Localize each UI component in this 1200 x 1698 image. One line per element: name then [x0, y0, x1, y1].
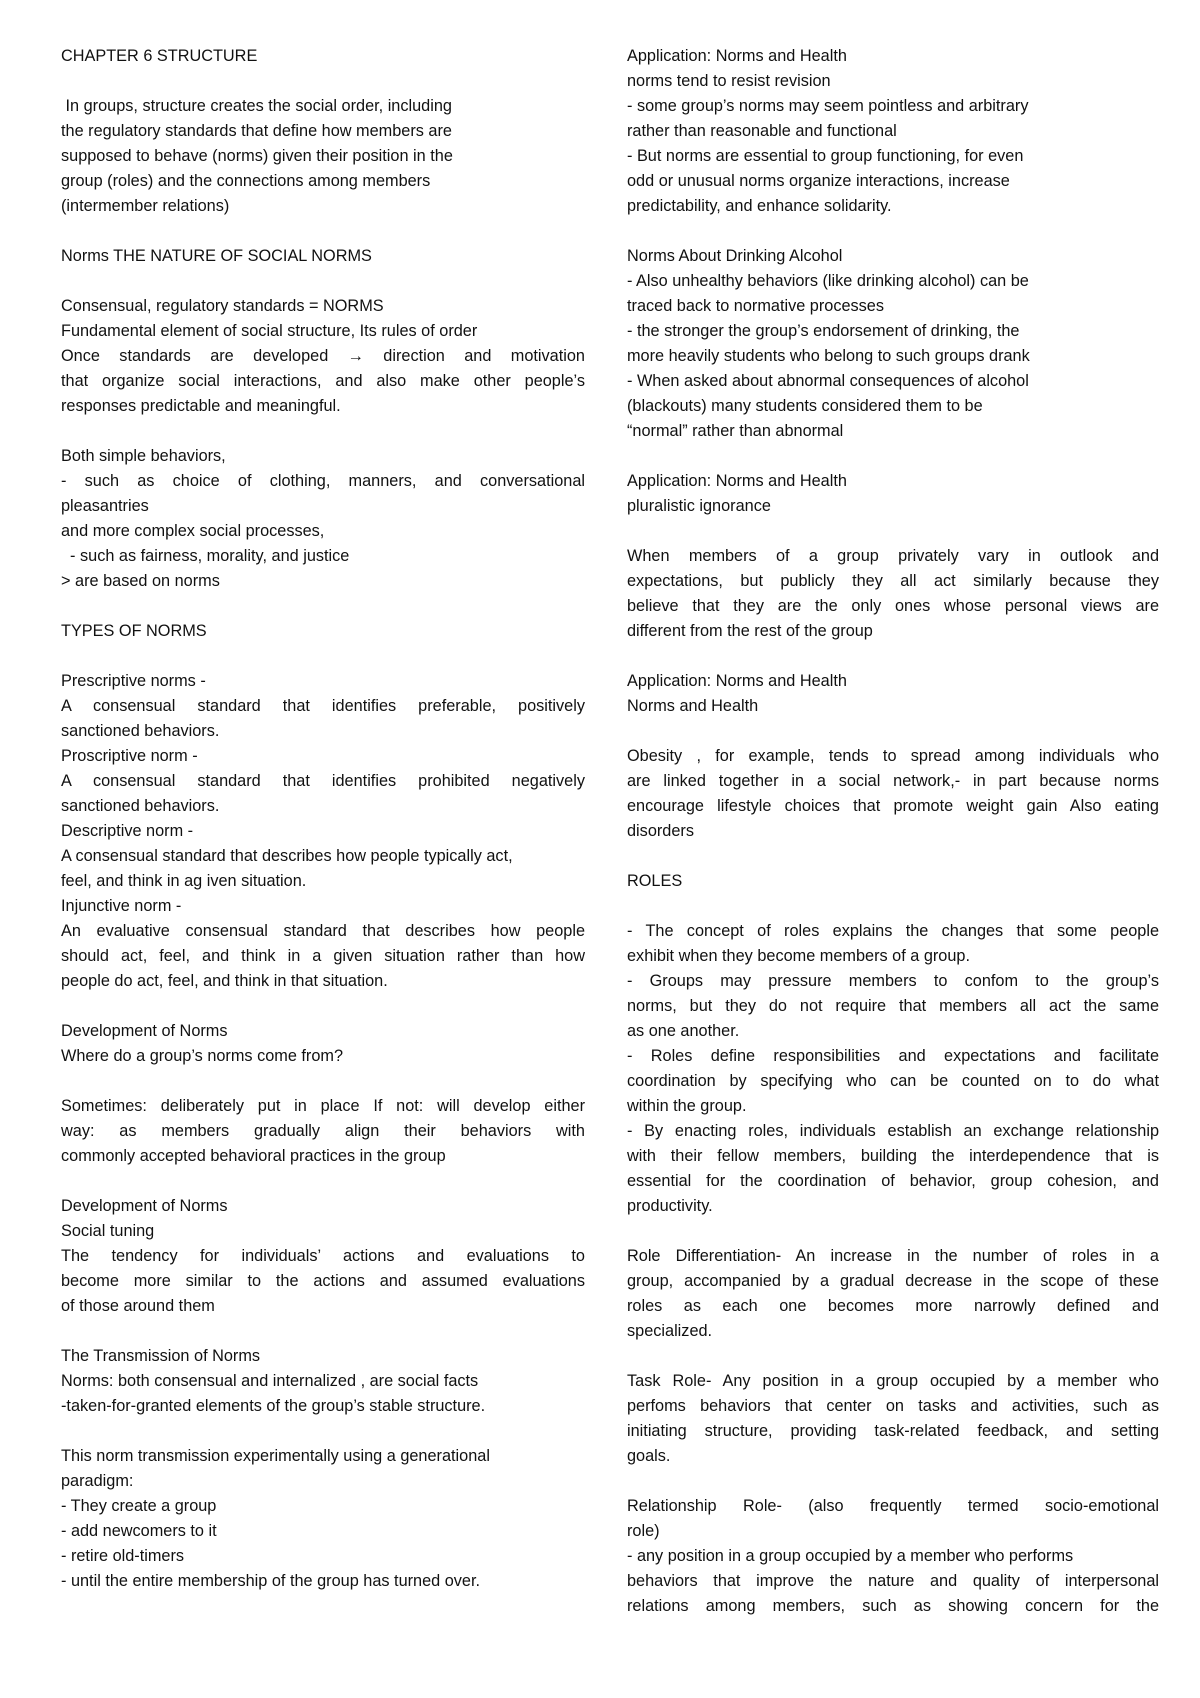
text-line: believe that they are the only ones whose personal views are: [627, 597, 1159, 615]
text-line: - Roles define responsibilities and expectations and facilitate: [627, 1047, 1159, 1065]
text-line: specialized.: [627, 1322, 713, 1340]
text-line: as one another.: [627, 1022, 740, 1040]
text-line: “normal” rather than abnormal: [627, 422, 844, 440]
text-line: people do act, feel, and think in that situation.: [61, 972, 388, 990]
text-line: - retire old-timers: [61, 1547, 185, 1565]
text-line: - until the entire membership of the group has turned over.: [61, 1572, 481, 1590]
text-line: - Groups may pressure members to confom to the group’s: [627, 972, 1159, 990]
text-line: Prescriptive norms -: [61, 672, 206, 690]
paragraph-relationship-role: [627, 1494, 1159, 1619]
text-line: responses predictable and meaningful.: [61, 397, 341, 415]
text-line: rather than reasonable and functional: [627, 122, 897, 140]
section-heading: [61, 244, 585, 269]
text-line: expectations, but publicly they all act similarly because they: [627, 572, 1159, 590]
left-column: [61, 44, 585, 1619]
text-line: with their fellow members, building the interdependence that is: [627, 1147, 1159, 1165]
text-line: Norms: both consensual and internalized , are social facts: [61, 1372, 479, 1390]
paragraph-sometimes: [61, 1094, 585, 1169]
paragraph-health-heading: [627, 669, 1159, 719]
text-line: become more similar to the actions and assumed evaluations: [61, 1272, 585, 1290]
text-line: This norm transmission experimentally using a generational: [61, 1447, 490, 1465]
text-line: supposed to behave (norms) given their position in the: [61, 147, 453, 165]
text-line: that organize social interactions, and also make other people’s: [61, 372, 585, 390]
text-line: - They create a group: [61, 1497, 217, 1515]
text-line: the regulatory standards that define how members are: [61, 122, 452, 140]
text-line: TYPES OF NORMS: [61, 622, 207, 640]
text-line: Descriptive norm -: [61, 822, 194, 840]
text-line: Once standards are developed → direction and motivation: [61, 347, 585, 365]
text-line: norms tend to resist revision: [627, 72, 831, 90]
text-line: Application: Norms and Health: [627, 472, 847, 490]
text-line: of those around them: [61, 1297, 215, 1315]
text-line: The Transmission of Norms: [61, 1347, 261, 1365]
text-line: - By enacting roles, individuals establish an exchange relationship: [627, 1122, 1159, 1140]
text-line: ROLES: [627, 872, 683, 890]
text-line: Norms and Health: [627, 697, 759, 715]
paragraph-development: [61, 1019, 585, 1069]
paragraph-pluralistic-heading: [627, 469, 1159, 519]
text-line: are linked together in a social network,- in part because norms: [627, 772, 1159, 790]
text-line: more heavily students who belong to such groups drank: [627, 347, 1030, 365]
text-line: goals.: [627, 1447, 671, 1465]
text-line: essential for the coordination of behavior, group cohesion, and: [627, 1172, 1159, 1190]
text-line: -taken-for-granted elements of the group’s stable structure.: [61, 1397, 486, 1415]
text-line: When members of a group privately vary in outlook and: [627, 547, 1159, 565]
text-line: - Also unhealthy behaviors (like drinking alcohol) can be: [627, 272, 1029, 290]
paragraph-generational-paradigm: [61, 1444, 585, 1594]
text-line: The tendency for individuals’ actions and evaluations to: [61, 1247, 585, 1265]
text-line: relations among members, such as showing concern for the: [627, 1597, 1159, 1615]
text-line: In groups, structure creates the social order, including: [61, 97, 452, 115]
text-line: commonly accepted behavioral practices in the group: [61, 1147, 446, 1165]
text-line: perfoms behaviors that center on tasks and activities, such as: [627, 1397, 1159, 1415]
paragraph-norms-health: [627, 44, 1159, 219]
text-line: odd or unusual norms organize interactions, increase: [627, 172, 1010, 190]
text-line: Relationship Role- (also frequently termed socio-emotional: [627, 1497, 1159, 1515]
text-line: group (roles) and the connections among members: [61, 172, 431, 190]
text-line: - such as fairness, morality, and justice: [61, 547, 350, 565]
text-line: Application: Norms and Health: [627, 672, 847, 690]
paragraph-intro: [61, 94, 585, 219]
text-line: and more complex social processes,: [61, 522, 325, 540]
text-line: paradigm:: [61, 1472, 134, 1490]
text-line: feel, and think in ag iven situation.: [61, 872, 307, 890]
paragraph-drinking-alcohol: [627, 244, 1159, 444]
text-line: behaviors that improve the nature and quality of interpersonal: [627, 1572, 1159, 1590]
text-line: Norms THE NATURE OF SOCIAL NORMS: [61, 247, 372, 265]
text-line: > are based on norms: [61, 572, 220, 590]
text-line: - When asked about abnormal consequences of alcohol: [627, 372, 1029, 390]
text-line: pleasantries: [61, 497, 149, 515]
paragraph-task-role: [627, 1369, 1159, 1469]
text-line: disorders: [627, 822, 694, 840]
text-line: - any position in a group occupied by a member who performs: [627, 1547, 1074, 1565]
section-heading: [627, 869, 1159, 894]
text-line: - some group’s norms may seem pointless and arbitrary: [627, 97, 1029, 115]
paragraph-types-of-norms: [61, 669, 585, 994]
paragraph-norms-definition: [61, 294, 585, 419]
text-line: predictability, and enhance solidarity.: [627, 197, 892, 215]
text-line: Development of Norms: [61, 1022, 228, 1040]
text-line: An evaluative consensual standard that describes how people: [61, 922, 585, 940]
text-line: productivity.: [627, 1197, 713, 1215]
text-line: sanctioned behaviors.: [61, 797, 220, 815]
text-line: Task Role- Any position in a group occupied by a member who: [627, 1372, 1159, 1390]
text-line: CHAPTER 6 STRUCTURE: [61, 47, 258, 65]
text-line: role): [627, 1522, 660, 1540]
text-line: traced back to normative processes: [627, 297, 885, 315]
text-line: within the group.: [627, 1097, 747, 1115]
text-line: - The concept of roles explains the changes that some people: [627, 922, 1159, 940]
paragraph-transmission: [61, 1344, 585, 1419]
text-line: initiating structure, providing task-related feedback, and setting: [627, 1422, 1159, 1440]
text-line: Application: Norms and Health: [627, 47, 847, 65]
text-line: Norms About Drinking Alcohol: [627, 247, 843, 265]
text-line: A consensual standard that identifies prohibited negatively: [61, 772, 585, 790]
paragraph-role-differentiation: [627, 1244, 1159, 1344]
paragraph-roles: [627, 919, 1159, 1219]
text-line: - add newcomers to it: [61, 1522, 217, 1540]
text-line: roles as each one becomes more narrowly defined and: [627, 1297, 1159, 1315]
text-line: (intermember relations): [61, 197, 230, 215]
text-line: Injunctive norm -: [61, 897, 182, 915]
paragraph-behaviors: [61, 444, 585, 594]
text-line: (blackouts) many students considered them to be: [627, 397, 983, 415]
text-line: A consensual standard that describes how people typically act,: [61, 847, 513, 865]
text-line: Development of Norms: [61, 1197, 228, 1215]
text-line: group, accompanied by a gradual decrease in the scope of these: [627, 1272, 1159, 1290]
text-line: norms, but they do not require that members all act the same: [627, 997, 1159, 1015]
text-line: Social tuning: [61, 1222, 155, 1240]
text-line: A consensual standard that identifies preferable, positively: [61, 697, 585, 715]
chapter-heading: [61, 44, 585, 69]
text-line: exhibit when they become members of a group.: [627, 947, 970, 965]
text-line: should act, feel, and think in a given situation rather than how: [61, 947, 585, 965]
text-line: encourage lifestyle choices that promote weight gain Also eating: [627, 797, 1159, 815]
text-line: sanctioned behaviors.: [61, 722, 220, 740]
paragraph-pluralistic-ignorance: [627, 544, 1159, 644]
text-line: Fundamental element of social structure, Its rules of order: [61, 322, 478, 340]
text-line: Where do a group’s norms come from?: [61, 1047, 344, 1065]
text-line: coordination by specifying who can be counted on to do what: [627, 1072, 1159, 1090]
right-column: [627, 44, 1159, 1644]
text-line: Sometimes: deliberately put in place If not: will develop either: [61, 1097, 585, 1115]
paragraph-social-tuning: [61, 1194, 585, 1319]
text-line: Role Differentiation- An increase in the number of roles in a: [627, 1247, 1159, 1265]
text-line: - such as choice of clothing, manners, and conversational: [61, 472, 585, 490]
text-line: Obesity , for example, tends to spread among individuals who: [627, 747, 1159, 765]
text-line: - the stronger the group’s endorsement of drinking, the: [627, 322, 1020, 340]
text-line: Both simple behaviors,: [61, 447, 226, 465]
text-line: Proscriptive norm -: [61, 747, 198, 765]
text-line: pluralistic ignorance: [627, 497, 771, 515]
text-line: Consensual, regulatory standards = NORMS: [61, 297, 384, 315]
section-heading: [61, 619, 585, 644]
text-line: different from the rest of the group: [627, 622, 873, 640]
paragraph-obesity: [627, 744, 1159, 844]
text-line: - But norms are essential to group functioning, for even: [627, 147, 1024, 165]
text-line: way: as members gradually align their behaviors with: [61, 1122, 585, 1140]
